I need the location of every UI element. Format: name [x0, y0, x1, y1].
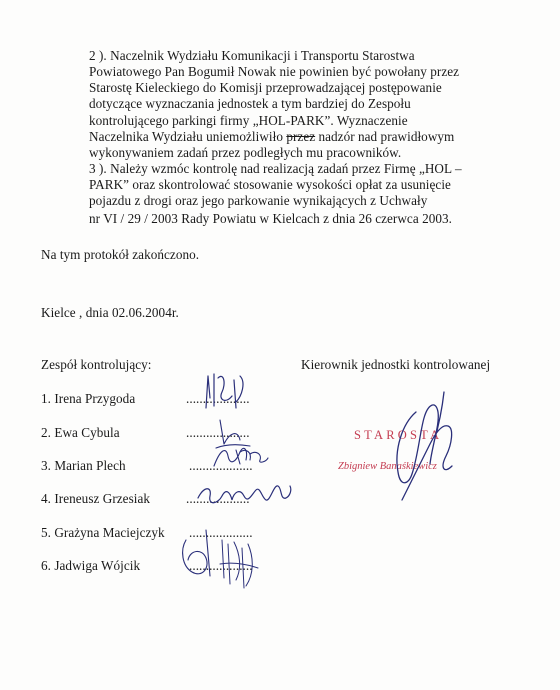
signature-3	[210, 440, 270, 470]
stamp-title: STAROSTA	[354, 428, 443, 442]
text-line	[89, 129, 454, 145]
signature-1	[196, 368, 256, 414]
signature-dots: ...................	[189, 558, 253, 573]
text-line: Starostę Kieleckiego do Komisji przeprowadzającej postępowanie	[89, 80, 442, 95]
signature-dots: ...................	[186, 391, 250, 406]
signature-head	[372, 390, 472, 510]
text-line: 2 ). Naczelnik Wydziału Komunikacji i Transportu Starostwa	[89, 48, 415, 63]
signature-dots: ...................	[189, 458, 253, 473]
member-name: 6. Jadwiga Wójcik	[41, 558, 141, 573]
signature-dots: ...................	[186, 425, 250, 440]
struck-word: przez	[286, 129, 316, 144]
text-line: Powiatowego Pan Bogumił Nowak nie powinien być powołany przez	[89, 64, 460, 79]
text-segment: Naczelnika Wydziału uniemożliwiło	[89, 129, 283, 144]
text-segment: nadzór nad prawidłowym	[318, 129, 455, 144]
member-name: 2. Ewa Cybula	[41, 425, 120, 440]
team-heading: Zespół kontrolujący:	[41, 357, 152, 372]
member-name: 4. Ireneusz Grzesiak	[41, 491, 151, 506]
signature-6	[214, 534, 266, 592]
place-date: Kielce , dnia 02.06.2004r.	[41, 305, 179, 320]
stamp-name: Zbigniew Banaśkiewicz	[338, 461, 437, 472]
text-line: 3 ). Należy wzmóc kontrolę nad realizacją zadań przez Firmę „HOL –	[89, 161, 462, 176]
head-heading: Kierownik jednostki kontrolowanej	[301, 357, 491, 372]
closing-line: Na tym protokół zakończono.	[41, 247, 200, 262]
signature-dots: ...................	[186, 491, 250, 506]
text-line: dotyczące wyznaczania jednostek a tym bardziej do Zespołu	[89, 96, 411, 111]
member-name: 3. Marian Plech	[41, 458, 126, 473]
member-name: 5. Grażyna Maciejczyk	[41, 525, 165, 540]
signature-dots: ...................	[189, 525, 253, 540]
member-name: 1. Irena Przygoda	[41, 391, 136, 406]
text-line: nr VI / 29 / 2003 Rady Powiatu w Kielcach z dnia 26 czerwca 2003.	[89, 211, 453, 226]
text-line: PARK” oraz skontrolować stosowanie wysokości opłat za usunięcie	[89, 177, 451, 192]
text-line: kontrolującego parkingi firmy „HOL-PARK”. Wyznaczenie	[89, 113, 408, 128]
text-line: wykonywaniem zadań przez podległych mu pracowników.	[89, 145, 402, 160]
text-line: pojazdu z drogi oraz jego parkowanie wynikających z Uchwały	[89, 193, 428, 208]
signature-4	[194, 478, 294, 512]
